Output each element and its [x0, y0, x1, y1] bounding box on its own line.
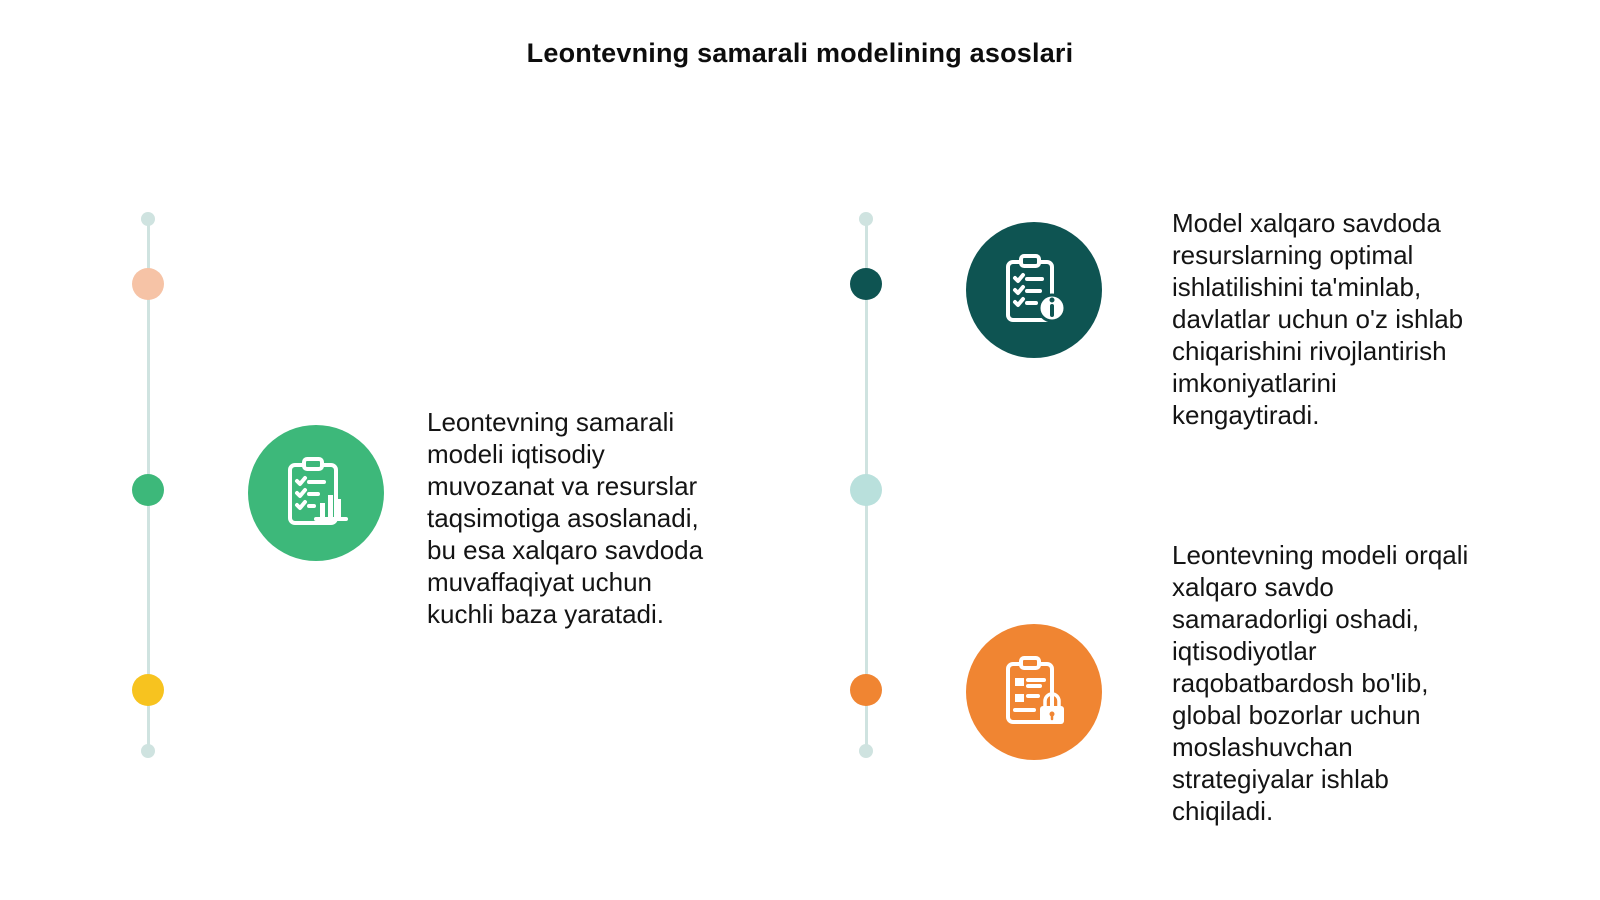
timeline-dot-green — [132, 474, 164, 506]
clipboard-chart-icon — [248, 425, 384, 561]
timeline-dot-peach — [132, 268, 164, 300]
item-description: Model xalqaro savdoda resurslarning optimal ishlatilishini ta'minlab, davlatlar uchun o'z ishlab chiqarishini rivojlantirish imkoniyatlarini kengaytiradi. — [1172, 208, 1464, 430]
timeline-dot-orange — [850, 674, 882, 706]
timeline-end-dot — [141, 744, 155, 758]
clipboard-info-icon — [966, 222, 1102, 358]
timeline-end-dot — [859, 212, 873, 226]
timeline-dot-teal-dark — [850, 268, 882, 300]
timeline-end-dot — [859, 744, 873, 758]
timeline-end-dot — [141, 212, 155, 226]
timeline-dot-yellow — [132, 674, 164, 706]
page-title: Leontevning samarali modelining asoslari — [526, 38, 1074, 68]
timeline-right — [846, 210, 886, 760]
timeline-dot-teal-light — [850, 474, 882, 506]
item-description: Leontevning modeli orqali xalqaro savdo samaradorligi oshadi, iqtisodiyotlar raqobatbardosh bo'lib, global bozorlar uchun moslashuvchan strategiyalar ishlab chiqiladi. — [1172, 540, 1469, 826]
timeline-left — [128, 210, 168, 760]
clipboard-lock-icon — [966, 624, 1102, 760]
item-description: Leontevning samarali modeli iqtisodiy muvozanat va resurslar taqsimotiga asoslanadi, bu esa xalqaro savdoda muvaffaqiyat uchun kuchli baza yaratadi. — [427, 407, 704, 629]
